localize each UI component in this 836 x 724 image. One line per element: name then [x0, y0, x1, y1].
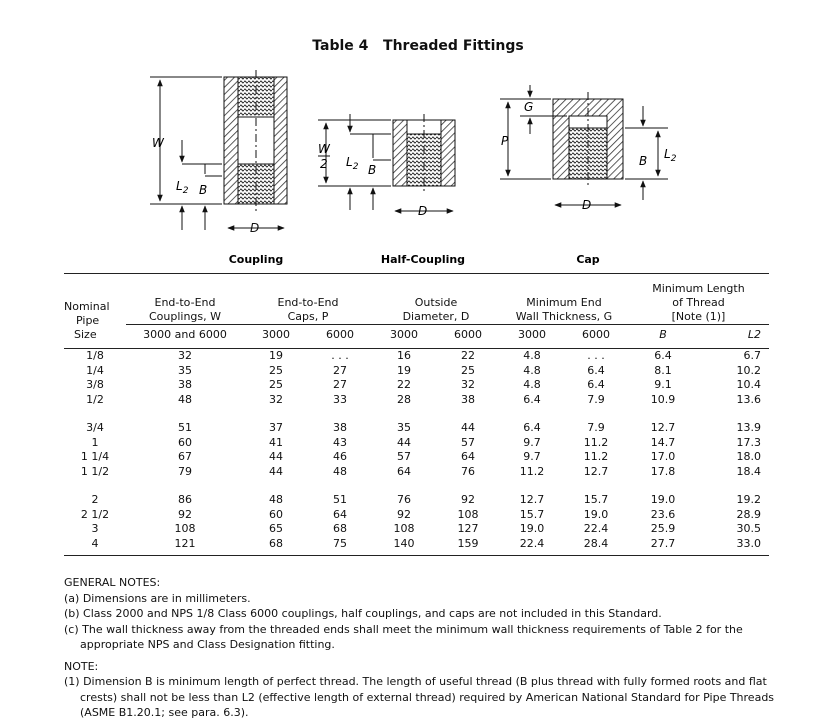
cell-w: 79 [178, 464, 192, 478]
cell-p6: 38 [333, 421, 347, 434]
cell-b: 25.9 [650, 522, 676, 535]
header-end-to-end-couplings: End-to-End Couplings, W [148, 296, 222, 323]
table-row [64, 508, 769, 523]
cell-p3: 19 [269, 349, 283, 362]
cell-p3: 32 [269, 392, 283, 406]
cell-w: 86 [178, 493, 192, 506]
cell-size: 1 [91, 435, 99, 449]
cell-size: 1/8 [86, 349, 104, 362]
cell-g6: 22.4 [583, 522, 609, 535]
header-caps-3000: 3000 [244, 325, 308, 343]
header-caps-6000: 6000 [308, 325, 372, 343]
cell-l2: 13.6 [736, 392, 761, 406]
cell-b: 6.4 [654, 349, 672, 362]
cell-d6: 127 [457, 522, 479, 535]
cell-d6: 57 [461, 435, 475, 449]
coupling-l2-label: $L_2$ [176, 179, 189, 196]
cell-l2: 10.2 [736, 363, 761, 377]
cell-p6: 33 [333, 392, 347, 406]
table-row [64, 493, 769, 508]
cell-g3: 19.0 [519, 522, 545, 535]
cell-d6: 22 [461, 349, 475, 362]
cell-b: 8.1 [654, 363, 672, 377]
cell-d3: 28 [397, 392, 411, 406]
cell-d6: 44 [461, 421, 475, 434]
cell-g3: 4.8 [523, 378, 541, 391]
cell-l2: 30.5 [736, 522, 761, 535]
note-1: (1) Dimension B is minimum length of perfect thread. The length of useful thread (B plus thread with fully formed roots and flat crests) shall not be less than L2 (effective length of external thread) required by American National Standard for Pipe Threads (ASME B1.20.1; see para. 6.3). [64, 675, 775, 719]
cell-w: 67 [178, 450, 192, 463]
cell-l2: 6.7 [743, 349, 761, 362]
cell-g3: 9.7 [523, 435, 541, 449]
cell-p6: 68 [333, 522, 347, 535]
cell-d3: 44 [397, 435, 411, 449]
table-notes [64, 575, 784, 721]
header-od-6000: 6000 [436, 325, 500, 343]
cell-b: 14.7 [650, 435, 676, 449]
cell-l2: 33.0 [736, 536, 761, 550]
cell-g6: 6.4 [587, 363, 605, 377]
coupling-d-label: D [250, 221, 260, 235]
cap-b-label: B [639, 154, 648, 168]
cell-w: 60 [178, 435, 192, 449]
cell-d6: 38 [461, 392, 475, 406]
header-wall-6000: 6000 [564, 325, 628, 343]
cell-p3: 60 [269, 507, 283, 521]
cell-l2: 10.4 [736, 378, 761, 391]
cap-l2-label: $L_2$ [664, 147, 677, 164]
header-min-wall-thickness: Minimum End Wall Thickness, G [515, 296, 613, 323]
cell-g3: 9.7 [523, 450, 541, 463]
half-coupling-drawing [318, 114, 455, 211]
cell-w: 32 [178, 349, 192, 362]
cell-g6: 11.2 [583, 450, 609, 463]
header-outside-diameter: Outside Diameter, D [402, 296, 470, 323]
cell-g6: 11.2 [583, 435, 609, 449]
cell-p6: 46 [333, 450, 347, 463]
cell-d3: 108 [393, 522, 415, 535]
header-end-to-end-caps: End-to-End Caps, P [277, 296, 339, 323]
cell-d6: 108 [457, 507, 479, 521]
table-row [64, 421, 769, 436]
cell-size: 3/4 [86, 421, 104, 434]
cell-size: 3/8 [86, 378, 104, 391]
cell-b: 12.7 [650, 421, 676, 434]
cell-size: 1 1/2 [80, 464, 110, 478]
cell-w: 108 [174, 522, 196, 535]
cell-w: 48 [178, 392, 192, 406]
cell-g6: 19.0 [583, 507, 609, 521]
coupling-w-label: W [152, 136, 164, 150]
header-l2: L2 [698, 325, 769, 343]
cell-d6: 32 [461, 378, 475, 391]
cell-g6: 28.4 [583, 536, 609, 550]
cell-l2: 13.9 [736, 421, 761, 434]
general-notes-heading: GENERAL NOTES: [64, 576, 161, 589]
cell-p6: 51 [333, 493, 347, 506]
header-wall-3000: 3000 [500, 325, 564, 343]
cell-p6: 75 [333, 536, 347, 550]
cell-l2: 18.4 [736, 464, 761, 478]
cell-b: 17.8 [650, 464, 676, 478]
header-nominal-pipe-size: Nominal Pipe Size [64, 300, 110, 341]
cell-w: 92 [178, 507, 192, 521]
cell-g3: 4.8 [523, 363, 541, 377]
cap-g-label: G [524, 100, 534, 114]
cell-d6: 64 [461, 450, 475, 463]
cell-d3: 140 [393, 536, 415, 550]
fittings-figure [0, 0, 836, 270]
cell-g3: 6.4 [523, 421, 541, 434]
cell-size: 2 1/2 [80, 507, 110, 521]
note-heading: NOTE: [64, 659, 99, 673]
cell-l2: 18.0 [736, 450, 761, 463]
cell-p6: 43 [333, 435, 347, 449]
cell-b: 27.7 [650, 536, 676, 550]
coupling-b-label: B [199, 183, 208, 197]
general-note-a: (a) Dimensions are in millimeters. [64, 591, 251, 605]
cell-d6: 159 [457, 536, 479, 550]
table-row [64, 450, 769, 465]
cell-g3: 15.7 [519, 507, 545, 521]
cell-g6: 15.7 [583, 493, 609, 506]
table-row [64, 465, 769, 480]
cell-size: 1/4 [86, 363, 104, 377]
half-coupling-d-label: D [418, 204, 428, 218]
cell-size: 4 [91, 536, 99, 550]
cell-g3: 12.7 [519, 493, 545, 506]
cell-d3: 35 [397, 421, 411, 434]
cell-g3: 22.4 [519, 536, 545, 550]
general-note-b: (b) Class 2000 and NPS 1/8 Class 6000 couplings, half couplings, and caps are not included in this Standard. [64, 607, 662, 620]
cell-g3: 6.4 [523, 392, 541, 406]
cell-g3: 4.8 [523, 349, 541, 362]
coupling-drawing [150, 70, 287, 230]
header-b: B [628, 325, 698, 343]
table-row [64, 537, 769, 552]
half-coupling-w-label: W [318, 142, 330, 156]
table-row [64, 393, 769, 408]
cell-p3: 41 [269, 435, 283, 449]
cell-size: 3 [91, 522, 99, 535]
threaded-fittings-table [64, 273, 769, 556]
cell-size: 1 1/4 [80, 450, 110, 463]
cell-w: 35 [178, 363, 192, 377]
cell-p3: 68 [269, 536, 283, 550]
cell-b: 17.0 [650, 450, 676, 463]
cell-b: 23.6 [650, 507, 676, 521]
cell-p3: 37 [269, 421, 283, 434]
cell-d3: 22 [397, 378, 411, 391]
cell-p3: 65 [269, 522, 283, 535]
cell-d3: 64 [397, 464, 411, 478]
cell-l2: 17.3 [736, 435, 761, 449]
cap-caption: Cap [576, 253, 600, 266]
cell-g6: 12.7 [583, 464, 609, 478]
cell-d3: 76 [397, 493, 411, 506]
table-row [64, 522, 769, 537]
cell-d3: 57 [397, 450, 411, 463]
cell-d3: 92 [397, 507, 411, 521]
cell-w: 121 [174, 536, 196, 550]
table-row [64, 349, 769, 364]
cell-g3: 11.2 [519, 464, 545, 478]
cell-g6: . . . [587, 349, 605, 362]
table-title: Table 4 Threaded Fittings [312, 38, 524, 54]
cap-d-label: D [582, 198, 592, 212]
cell-p3: 44 [269, 450, 283, 463]
cell-d6: 92 [461, 493, 475, 506]
general-note-c: (c) The wall thickness away from the threaded ends shall meet the minimum wall thickness requirements of Table 2 for the appropriate NPS and Class Designation fitting. [64, 622, 743, 651]
cell-l2: 28.9 [736, 507, 761, 521]
table-row [64, 364, 769, 379]
cell-g6: 7.9 [587, 421, 605, 434]
cell-p3: 44 [269, 464, 283, 478]
cell-d6: 25 [461, 363, 475, 377]
cell-size: 1/2 [86, 392, 104, 406]
cell-b: 9.1 [654, 378, 672, 391]
cell-b: 10.9 [650, 392, 676, 406]
cell-p6: . . . [331, 349, 349, 362]
cell-d6: 76 [461, 464, 475, 478]
cell-p6: 27 [333, 378, 347, 391]
half-coupling-two-label: 2 [320, 157, 328, 171]
half-coupling-b-label: B [368, 163, 377, 177]
cell-p3: 25 [269, 378, 283, 391]
half-coupling-caption: Half-Coupling [380, 253, 466, 266]
header-class-3000-6000: 3000 and 6000 [126, 325, 244, 343]
cell-w: 38 [178, 378, 192, 391]
cell-p6: 27 [333, 363, 347, 377]
cell-size: 2 [91, 493, 99, 506]
cell-p3: 48 [269, 493, 283, 506]
cap-p-label: P [501, 134, 509, 148]
cell-g6: 7.9 [587, 392, 605, 406]
cell-w: 51 [178, 421, 192, 434]
cell-p3: 25 [269, 363, 283, 377]
cell-l2: 19.2 [736, 493, 761, 506]
header-min-thread-length: Minimum Length of Thread [Note (1)] [652, 282, 745, 323]
header-od-3000: 3000 [372, 325, 436, 343]
half-coupling-l2-label: $L_2$ [346, 155, 359, 172]
table-row [64, 378, 769, 393]
cell-p6: 48 [333, 464, 347, 478]
table-row [64, 436, 769, 451]
cell-p6: 64 [333, 507, 347, 521]
coupling-caption: Coupling [228, 253, 284, 266]
cell-d3: 16 [397, 349, 411, 362]
cell-b: 19.0 [650, 493, 676, 506]
cell-d3: 19 [397, 363, 411, 377]
cell-g6: 6.4 [587, 378, 605, 391]
